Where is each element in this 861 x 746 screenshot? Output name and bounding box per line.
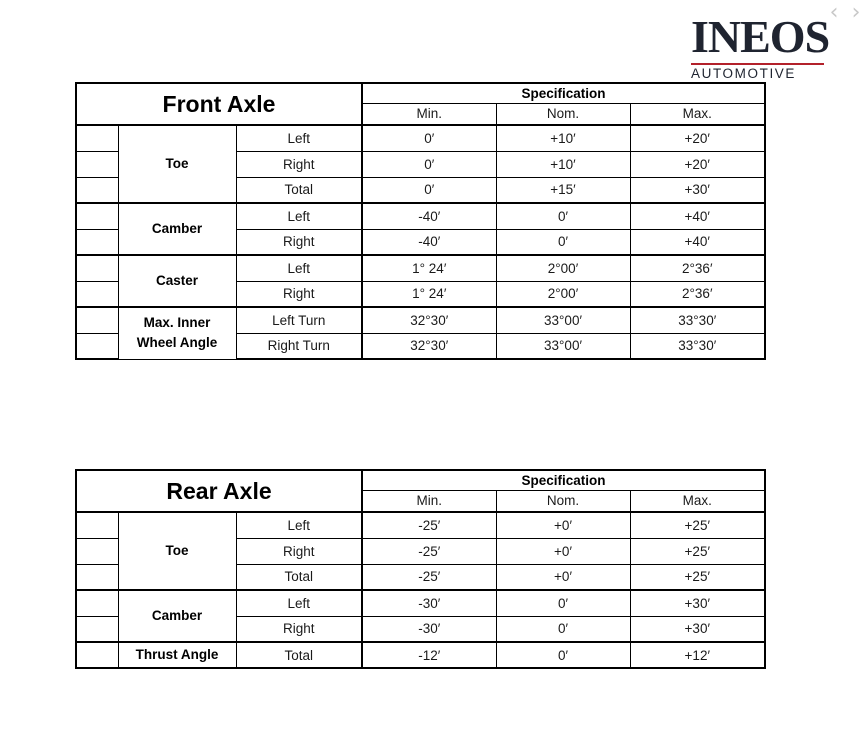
nom-value: 0′	[496, 203, 630, 229]
max-value: 33°30′	[630, 333, 765, 359]
max-value: +30′	[630, 177, 765, 203]
nom-value: +10′	[496, 151, 630, 177]
blank-cell	[76, 616, 118, 642]
blank-cell	[76, 229, 118, 255]
header-row	[76, 470, 765, 490]
nom-value: 0′	[496, 616, 630, 642]
min-value: 32°30′	[362, 333, 496, 359]
table-row	[76, 203, 765, 229]
side-label: Total	[236, 564, 362, 590]
specification-header: Specification	[362, 83, 765, 103]
table-row	[76, 590, 765, 616]
nom-value: +10′	[496, 125, 630, 151]
side-label: Right	[236, 281, 362, 307]
chevron-left-icon[interactable]: ‹	[829, 0, 839, 25]
max-value: +12′	[630, 642, 765, 668]
nom-value: +0′	[496, 538, 630, 564]
min-value: -12′	[362, 642, 496, 668]
blank-cell	[76, 538, 118, 564]
group-label: Max. Inner Wheel Angle	[118, 307, 236, 359]
blank-cell	[76, 203, 118, 229]
column-header-min: Min.	[362, 103, 496, 125]
max-value: 33°30′	[630, 307, 765, 333]
blank-cell	[76, 125, 118, 151]
front-axle-table	[75, 82, 766, 360]
side-label: Right Turn	[236, 333, 362, 359]
min-value: -40′	[362, 229, 496, 255]
table-row	[76, 512, 765, 538]
nom-value: +15′	[496, 177, 630, 203]
max-value: +20′	[630, 151, 765, 177]
side-label: Left	[236, 255, 362, 281]
side-label: Right	[236, 538, 362, 564]
side-label: Right	[236, 229, 362, 255]
nom-value: +0′	[496, 512, 630, 538]
axle-title: Front Axle	[76, 83, 362, 125]
min-value: -30′	[362, 590, 496, 616]
max-value: 2°36′	[630, 255, 765, 281]
side-label: Total	[236, 177, 362, 203]
blank-cell	[76, 564, 118, 590]
blank-cell	[76, 177, 118, 203]
side-label: Left	[236, 512, 362, 538]
rear-axle-table	[75, 469, 766, 669]
group-label: Toe	[118, 125, 236, 203]
max-value: +25′	[630, 512, 765, 538]
max-value: 2°36′	[630, 281, 765, 307]
min-value: 0′	[362, 151, 496, 177]
chevron-right-icon[interactable]: ›	[851, 0, 861, 25]
table-row	[76, 642, 765, 668]
axle-title: Rear Axle	[76, 470, 362, 512]
blank-cell	[76, 590, 118, 616]
max-value: +25′	[630, 564, 765, 590]
side-label: Right	[236, 151, 362, 177]
group-label: Camber	[118, 203, 236, 255]
logo-wordmark: INEOS	[691, 11, 830, 62]
min-value: -30′	[362, 616, 496, 642]
nom-value: 0′	[496, 229, 630, 255]
table-row	[76, 125, 765, 151]
max-value: +40′	[630, 229, 765, 255]
min-value: 32°30′	[362, 307, 496, 333]
min-value: 0′	[362, 177, 496, 203]
ineos-logo	[691, 11, 830, 81]
side-label: Left	[236, 203, 362, 229]
column-header-min: Min.	[362, 490, 496, 512]
nom-value: 33°00′	[496, 307, 630, 333]
header-row	[76, 83, 765, 103]
blank-cell	[76, 281, 118, 307]
blank-cell	[76, 333, 118, 359]
nom-value: 0′	[496, 642, 630, 668]
max-value: +20′	[630, 125, 765, 151]
min-value: 0′	[362, 125, 496, 151]
blank-cell	[76, 151, 118, 177]
min-value: 1° 24′	[362, 255, 496, 281]
nom-value: 0′	[496, 590, 630, 616]
max-value: +30′	[630, 590, 765, 616]
blank-cell	[76, 307, 118, 333]
column-header-nom: Nom.	[496, 490, 630, 512]
specification-header: Specification	[362, 470, 765, 490]
min-value: -40′	[362, 203, 496, 229]
side-label: Right	[236, 616, 362, 642]
min-value: -25′	[362, 538, 496, 564]
min-value: 1° 24′	[362, 281, 496, 307]
group-label: Thrust Angle	[118, 642, 236, 668]
nom-value: 2°00′	[496, 281, 630, 307]
logo-divider	[691, 63, 824, 65]
nom-value: 2°00′	[496, 255, 630, 281]
max-value: +40′	[630, 203, 765, 229]
side-label: Total	[236, 642, 362, 668]
min-value: -25′	[362, 564, 496, 590]
min-value: -25′	[362, 512, 496, 538]
blank-cell	[76, 255, 118, 281]
blank-cell	[76, 512, 118, 538]
side-label: Left Turn	[236, 307, 362, 333]
side-label: Left	[236, 590, 362, 616]
column-header-nom: Nom.	[496, 103, 630, 125]
logo-subtitle: AUTOMOTIVE	[691, 66, 797, 81]
blank-cell	[76, 642, 118, 668]
group-label: Camber	[118, 590, 236, 642]
max-value: +25′	[630, 538, 765, 564]
max-value: +30′	[630, 616, 765, 642]
side-label: Left	[236, 125, 362, 151]
group-label: Caster	[118, 255, 236, 307]
nom-value: 33°00′	[496, 333, 630, 359]
table-row	[76, 307, 765, 333]
table-row	[76, 255, 765, 281]
column-header-max: Max.	[630, 490, 765, 512]
nom-value: +0′	[496, 564, 630, 590]
column-header-max: Max.	[630, 103, 765, 125]
group-label: Toe	[118, 512, 236, 590]
